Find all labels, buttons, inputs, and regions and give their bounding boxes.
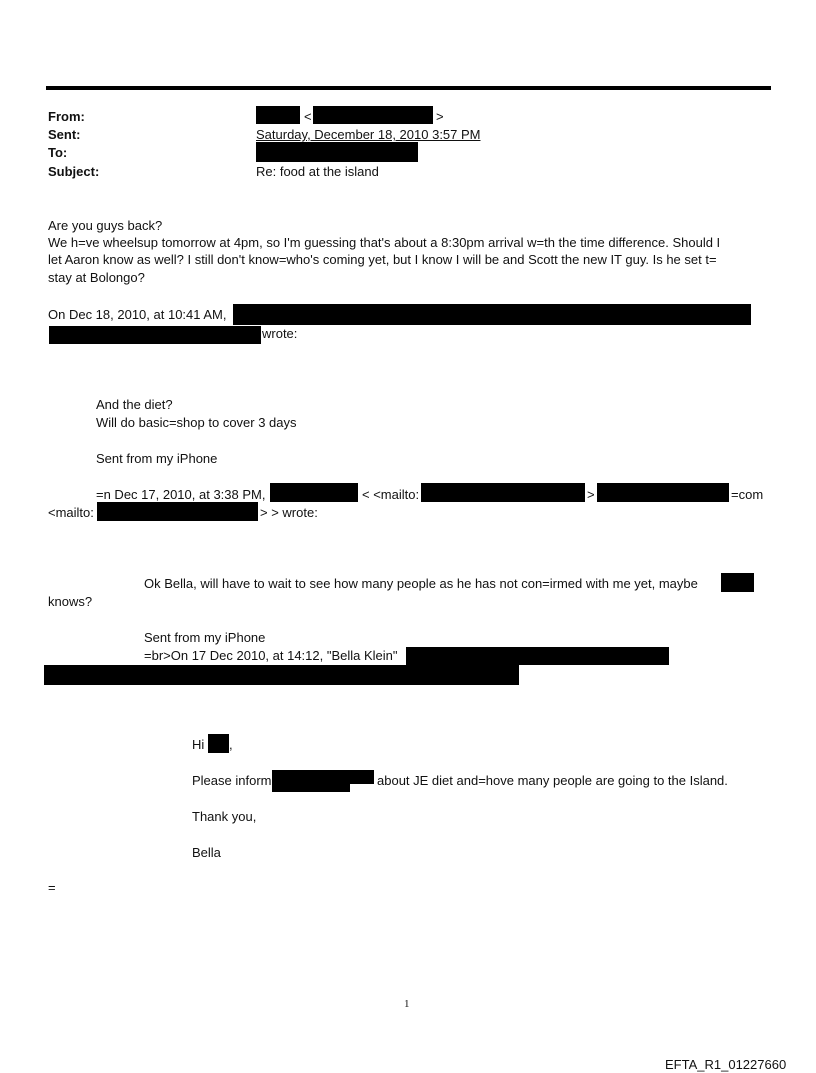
reply-line-4: stay at Bolongo? xyxy=(48,270,145,285)
redaction-to xyxy=(256,142,418,162)
quote2-line-1: Ok Bella, will have to wait to see how many people as he has not con=irmed with me yet, maybe xyxy=(144,576,698,591)
quote3-please-prefix: Please inform xyxy=(192,773,272,788)
sent-label: Sent: xyxy=(48,127,81,142)
from-label: From: xyxy=(48,109,85,124)
quote1-sent-from: Sent from my iPhone xyxy=(96,451,218,466)
quote1-line-1: And the diet? xyxy=(96,397,173,412)
quote1-mailto-open: < <mailto: xyxy=(362,487,420,502)
redaction-q2-email-2 xyxy=(44,665,519,685)
redaction-from-email xyxy=(313,106,433,124)
redaction-reply-sender-2 xyxy=(49,326,261,344)
redaction-q1-mailto xyxy=(421,483,585,502)
reply-on-line: On Dec 18, 2010, at 10:41 AM, xyxy=(48,307,227,322)
redaction-q3-inform xyxy=(272,770,374,784)
reply-wrote: wrote: xyxy=(262,326,298,341)
header-rule xyxy=(46,86,771,90)
redaction-q3-inform-2 xyxy=(272,784,350,792)
quote3-signature: Bella xyxy=(192,845,221,860)
redaction-reply-sender xyxy=(233,304,751,325)
subject-value: Re: food at the island xyxy=(256,164,379,179)
page-number: 1 xyxy=(404,998,410,1010)
quote2-on-line: =br>On 17 Dec 2010, at 14:12, "Bella Klein" xyxy=(144,648,398,663)
reply-line-1: Are you guys back? xyxy=(48,218,163,233)
reply-line-3: let Aaron know as well? I still don't know=who's coming yet, but I know I will be and Scott the new IT guy. Is he set t= xyxy=(48,252,717,267)
redaction-q3-hi-name xyxy=(208,734,229,753)
redaction-q2-name xyxy=(721,573,754,592)
quote3-please-suffix: about JE diet and=hove many people are going to the Island. xyxy=(377,773,728,788)
quote2-sent-from: Sent from my iPhone xyxy=(144,630,266,645)
sent-value: Saturday, December 18, 2010 3:57 PM xyxy=(256,127,481,142)
quote2-line-2: knows? xyxy=(48,594,93,609)
redaction-q1-name xyxy=(270,483,358,502)
quote1-mailto-2: <mailto: xyxy=(48,505,94,520)
quote1-on-line: =n Dec 17, 2010, at 3:38 PM, xyxy=(96,487,266,502)
document-id: EFTA_R1_01227660 xyxy=(665,1057,787,1072)
quote3-comma: , xyxy=(229,737,233,752)
redaction-from-name xyxy=(256,106,300,124)
quote1-wrote: > > wrote: xyxy=(260,505,318,520)
reply-line-2: We h=ve wheelsup tomorrow at 4pm, so I'm guessing that's about a 8:30pm arrival w=th the time difference. Should I xyxy=(48,235,721,250)
redaction-q1-mailto-2 xyxy=(97,502,258,521)
from-angle-open: < xyxy=(304,109,312,124)
quote3-hi: Hi xyxy=(192,737,205,752)
from-angle-close: > xyxy=(436,109,444,124)
redaction-q2-email xyxy=(406,647,669,665)
quote1-gt: > xyxy=(587,487,595,502)
quote3-thanks: Thank you, xyxy=(192,809,257,824)
quote1-com: =com xyxy=(731,487,764,502)
trailer-equals: = xyxy=(48,880,56,895)
to-label: To: xyxy=(48,145,68,160)
redaction-q1-email xyxy=(597,483,729,502)
subject-label: Subject: xyxy=(48,164,100,179)
quote1-line-2: Will do basic=shop to cover 3 days xyxy=(96,415,297,430)
